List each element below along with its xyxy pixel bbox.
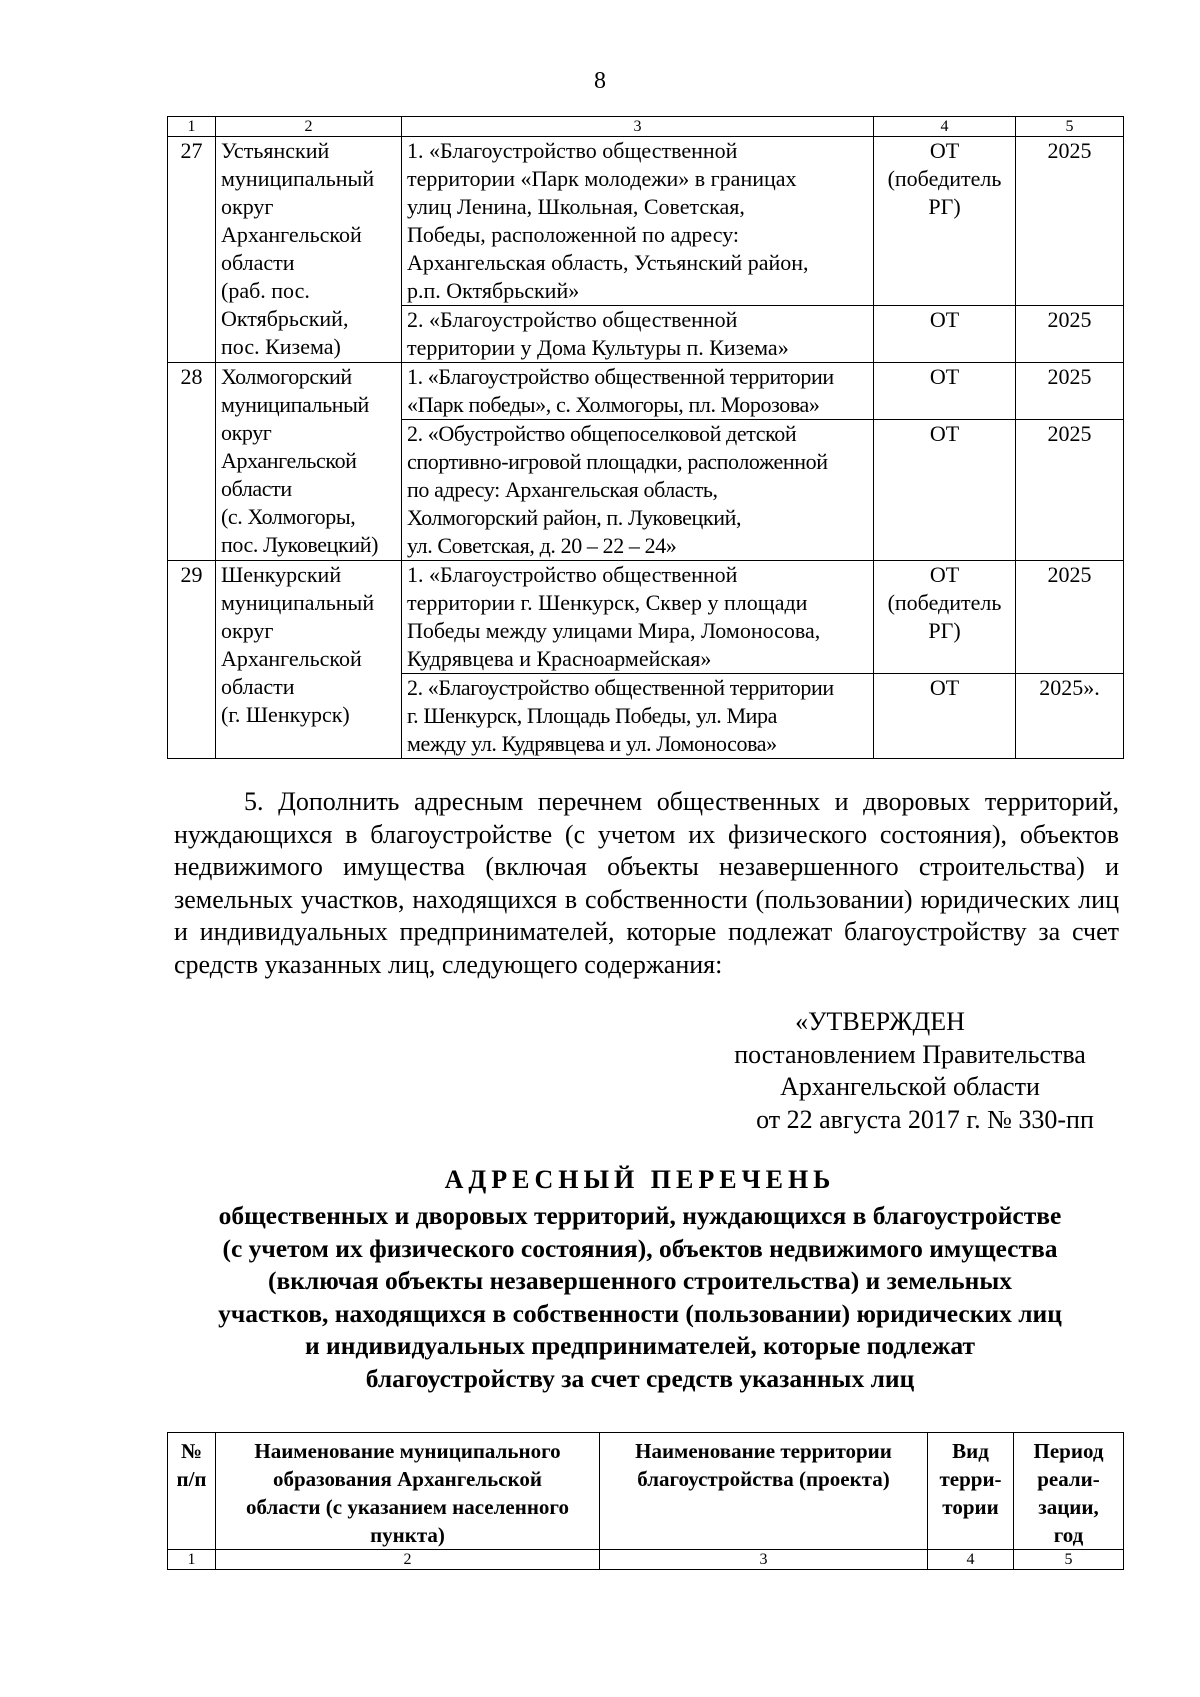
paragraph-5: 5. Дополнить адресным перечнем общественных и дворовых территорий, нуждающихся в благоустройстве (с учетом их физического состояния), объектов недвижимого имущества (включая объекты незавершенного строительства) и земельных участков, находящихся в собственности (пользовании) юридических лиц и индивидуальных предпринимателей, которые подлежат благоустройству за счет средств указанных лиц, следующего содержания: xyxy=(174,787,1119,979)
period-cell: 2025 xyxy=(1016,420,1124,561)
territory-type: ОТ xyxy=(929,364,960,389)
project-name: 2. «Благоустройство общественной территории г. Шенкурск, Площадь Победы, ул. Мира между ул. Кудрявцева и ул. Ломоносова» xyxy=(407,675,834,756)
municipality-name: Устьянский муниципальный округ Архангельской области (раб. пос. Октябрьский, пос. Кизема) xyxy=(221,138,375,359)
column-number: 4 xyxy=(928,1550,1014,1570)
column-number: 5 xyxy=(1016,117,1124,137)
approval-stamp xyxy=(680,1006,1140,1136)
column-number: 1 xyxy=(168,1550,216,1570)
column-number: 2 xyxy=(216,1550,600,1570)
period-cell: 2025». xyxy=(1016,674,1124,759)
row-number: 27 xyxy=(168,137,216,363)
territory-type: ОТ (победитель РГ) xyxy=(887,138,1002,219)
project-cell xyxy=(402,363,874,420)
territory-type-cell xyxy=(874,363,1016,420)
period-cell: 2025 xyxy=(1016,137,1124,306)
row-number: 28 xyxy=(168,363,216,561)
project-cell xyxy=(402,674,874,759)
project-cell xyxy=(402,306,874,363)
municipality-cell xyxy=(216,561,402,759)
column-header: № п/п xyxy=(168,1433,216,1550)
table-row xyxy=(168,561,1124,674)
approval-line: от 22 августа 2017 г. № 330-пп xyxy=(756,1104,1094,1134)
column-number: 3 xyxy=(402,117,874,137)
territory-type: ОТ xyxy=(929,307,960,332)
document-subtitle: общественных и дворовых территорий, нуждающихся в благоустройстве (с учетом их физического состояния), объектов недвижимого имущества (включая объекты незавершенного строительства) и земельных участков, находящихся в собственности (пользовании) юридических лиц и индивидуальных предпринимателей, которые подлежат благоустройству за счет средств указанных лиц xyxy=(218,1201,1062,1393)
project-name: 2. «Благоустройство общественной территории у Дома Культуры п. Кизема» xyxy=(407,307,789,360)
column-number: 1 xyxy=(168,117,216,137)
column-header: Период реали- зации, год xyxy=(1014,1433,1124,1550)
territory-type: ОТ xyxy=(929,421,960,446)
table-column-numbers xyxy=(168,1550,1124,1570)
column-number: 5 xyxy=(1014,1550,1124,1570)
table-row xyxy=(168,363,1124,420)
project-cell xyxy=(402,137,874,306)
project-cell xyxy=(402,561,874,674)
territory-type-cell xyxy=(874,306,1016,363)
territory-type: ОТ (победитель РГ) xyxy=(887,562,1002,643)
approval-line: «УТВЕРЖДЕН xyxy=(795,1007,965,1036)
approval-line: Архангельской области xyxy=(780,1072,1040,1101)
municipality-cell xyxy=(216,363,402,561)
project-name: 1. «Благоустройство общественной территории г. Шенкурск, Сквер у площади Победы между улицами Мира, Ломоносова, Кудрявцева и Красноармейская» xyxy=(407,562,821,671)
project-name: 1. «Благоустройство общественной территории «Парк молодежи» в границах улиц Ленина, Школьная, Советская, Победы, расположенной по адресу: Архангельская область, Устьянский район, р.п. Октябрьский» xyxy=(407,138,809,303)
territory-type-cell xyxy=(874,420,1016,561)
territories-table xyxy=(167,116,1124,759)
column-header: Наименование муниципального образования Архангельской области (с указанием населенного пункта) xyxy=(216,1433,600,1550)
column-header: Наименование территории благоустройства (проекта) xyxy=(600,1433,928,1550)
row-number: 29 xyxy=(168,561,216,759)
territory-type-cell xyxy=(874,674,1016,759)
column-number: 3 xyxy=(600,1550,928,1570)
project-name: 1. «Благоустройство общественной территории «Парк победы», с. Холмогоры, пл. Морозова» xyxy=(407,364,834,417)
table-header-row xyxy=(168,1433,1124,1550)
period-cell: 2025 xyxy=(1016,561,1124,674)
address-list-table xyxy=(167,1432,1124,1570)
column-number: 4 xyxy=(874,117,1016,137)
period-cell: 2025 xyxy=(1016,363,1124,420)
table-row xyxy=(168,137,1124,306)
project-cell xyxy=(402,420,874,561)
municipality-name: Холмогорский муниципальный округ Архангельской области (с. Холмогоры, пос. Луковецкий) xyxy=(221,364,378,557)
period-cell: 2025 xyxy=(1016,306,1124,363)
project-name: 2. «Обустройство общепоселковой детской спортивно-игровой площадки, расположенной по адресу: Архангельская область, Холмогорский район, п. Луковецкий, ул. Советская, д. 20 – 22 – 24» xyxy=(407,421,828,558)
territory-type: ОТ xyxy=(929,675,960,700)
municipality-name: Шенкурский муниципальный округ Архангельской области (г. Шенкурск) xyxy=(221,562,375,727)
territory-type-cell xyxy=(874,137,1016,306)
table-column-numbers xyxy=(168,117,1124,137)
approval-line: постановлением Правительства xyxy=(734,1039,1086,1069)
territory-type-cell xyxy=(874,561,1016,674)
municipality-cell xyxy=(216,137,402,363)
column-number: 2 xyxy=(216,117,402,137)
page-number: 8 xyxy=(594,68,606,94)
column-header: Вид терри- тории xyxy=(928,1433,1014,1550)
document-title: АДРЕСНЫЙ ПЕРЕЧЕНЬ xyxy=(444,1165,836,1194)
